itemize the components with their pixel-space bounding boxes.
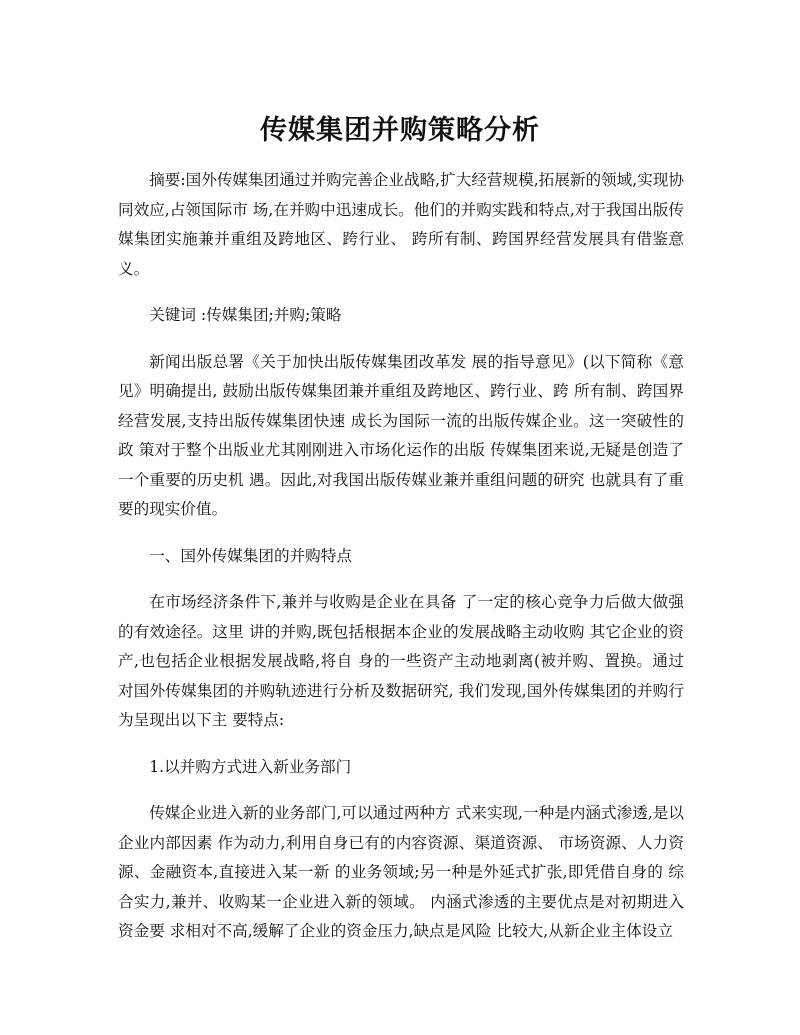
abstract-paragraph: 摘要:国外传媒集团通过并购完善企业战略,扩大经营规模,拓展新的领域,实现协同效应,占领国际市 场,在并购中迅速成长。他们的并购实践和特点,对于我国出版传媒集团实施兼并重组及跨地区、跨行业、 跨所有制、跨国界经营发展具有借鉴意义。 [118, 171, 684, 278]
body-paragraph: 在市场经济条件下,兼并与收购是企业在具备 了一定的核心竞争力后做大做强的有效途径。这里 讲的并购,既包括根据本企业的发展战略主动收购 其它企业的资产,也包括企业根据发展战略,将自 身的一些资产主动地剥离(被并购、置换。通过对国外传媒集团的并购轨迹进行分析及数据研究, 我们发现,国外传媒集团的并购行为呈现出以下主 要特点: [118, 593, 684, 729]
subsection-heading: 1.以并购方式进入新业务部门 [149, 757, 352, 776]
body-paragraph: 传媒企业进入新的业务部门,可以通过两种方 式来实现,一种是内涵式渗透,是以企业内部因素 作为动力,利用自身已有的内容资源、渠道资源、 市场资源、人力资源、金融资本,直接进入某一新 的业务领域;另一种是外延式扩张,即凭借自身的 综合实力,兼并、收购某一企业进入新的领域。 内涵式渗透的主要优点是对初期进入资金要 求相对不高,缓解了企业的资金压力,缺点是风险 比较大,从新企业主体设立 [118, 804, 684, 940]
section-heading: 一、国外传媒集团的并购特点 [149, 546, 352, 565]
body-paragraph: 新闻出版总署《关于加快出版传媒集团改革发 展的指导意见》(以下简称《意见》明确提出, 鼓励出版传媒集团兼并重组及跨地区、跨行业、跨 所有制、跨国界经营发展,支持出版传媒集团快速 成长为国际一流的出版传媒企业。这一突破性的政 策对于整个出版业尤其刚刚进入市场化运作的出版 传媒集团来说,无疑是创造了一个重要的历史机 遇。因此,对我国出版传媒业兼并重组问题的研究 也就具有了重要的现实价值。 [118, 352, 684, 518]
keywords-paragraph: 关键词 :传媒集团;并购;策略 [149, 306, 342, 324]
document-title: 传媒集团并购策略分析 [260, 115, 540, 146]
document-body [118, 166, 684, 964]
